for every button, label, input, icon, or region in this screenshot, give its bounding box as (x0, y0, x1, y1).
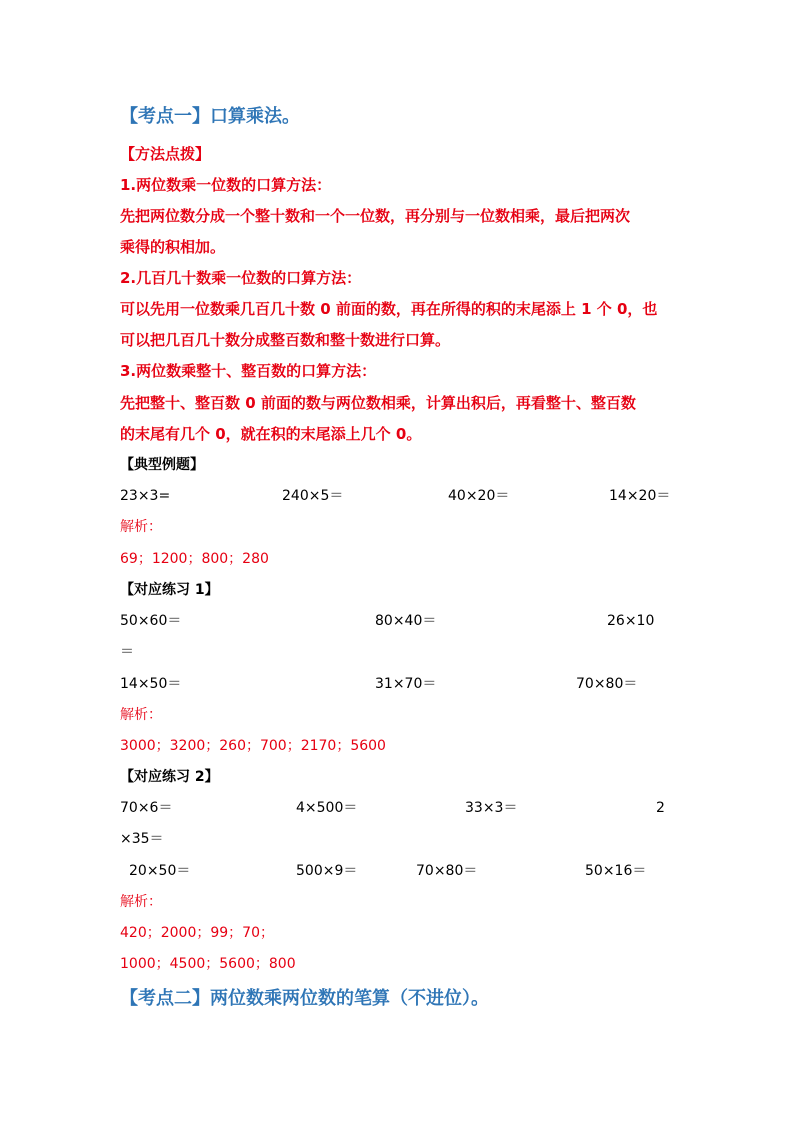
practice1-answer: 3000；3200；260；700；2170；5600 (120, 738, 386, 754)
method-item-3-title: 3.两位数乘整十、整百数的口算方法： (120, 362, 377, 380)
topic2-heading: 【考点二】两位数乘两位数的笔算（不进位）。 (120, 988, 489, 1009)
method-item-3-line-2: 的末尾有几个 0，就在积的末尾添上几个 0。 (120, 425, 422, 443)
practice1-problem: 14×50＝ (120, 676, 182, 692)
method-item-2-line-1: 可以先用一位数乘几百几十数 0 前面的数，再在所得的积的末尾添上 1 个 0，也 (120, 300, 658, 318)
practice2-problem: 500×9＝ (296, 863, 358, 879)
method-title: 【方法点拨】 (120, 145, 211, 163)
practice1-analysis-label: 解析： (120, 707, 162, 723)
method-item-2-line-2: 可以把几百几十数分成整百数和整十数进行口算。 (120, 331, 451, 349)
method-item-1-line-1: 先把两位数分成一个整十数和一个一位数，再分别与一位数相乘，最后把两次 (120, 207, 631, 225)
practice2-problem: 50×16＝ (585, 863, 647, 879)
practice2-problem: 2 (656, 800, 665, 816)
method-item-3-line-1: 先把整十、整百数 0 前面的数与两位数相乘，计算出积后，再看整十、整百数 (120, 394, 636, 412)
method-item-2-title: 2.几百几十数乘一位数的口算方法： (120, 269, 362, 287)
practice2-title: 【对应练习 2】 (120, 769, 219, 785)
topic1-heading: 【考点一】口算乘法。 (120, 106, 300, 127)
practice1-problem: 31×70＝ (375, 676, 437, 692)
practice2-problem: 4×500＝ (296, 800, 358, 816)
practice2-problem: 33×3＝ (465, 800, 518, 816)
example-answer: 69；1200；800；280 (120, 551, 269, 567)
practice2-wrap: ×35＝ (120, 831, 164, 847)
practice2-problem: 70×6＝ (120, 800, 173, 816)
practice2-problem: 20×50＝ (129, 863, 191, 879)
practice2-answer-line-1: 420；2000；99；70； (120, 925, 274, 941)
practice1-wrap: ＝ (120, 644, 134, 660)
method-item-1-line-2: 乘得的积相加。 (120, 238, 226, 256)
practice1-problem: 80×40＝ (375, 613, 437, 629)
practice1-problem: 70×80＝ (576, 676, 638, 692)
practice1-problem: 50×60＝ (120, 613, 182, 629)
practice1-problem: 26×10 (607, 613, 655, 629)
practice2-problem: 70×80＝ (416, 863, 478, 879)
example-problem: 14×20＝ (609, 488, 671, 504)
example-title: 【典型例题】 (120, 457, 204, 473)
method-item-1-title: 1.两位数乘一位数的口算方法： (120, 176, 332, 194)
example-problem: 40×20＝ (448, 488, 510, 504)
practice2-analysis-label: 解析： (120, 894, 162, 910)
example-analysis-label: 解析： (120, 519, 162, 535)
example-problem: 240×5＝ (282, 488, 344, 504)
practice2-answer-line-2: 1000；4500；5600；800 (120, 956, 296, 972)
practice1-title: 【对应练习 1】 (120, 582, 219, 598)
example-problem: 23×3= (120, 488, 171, 504)
